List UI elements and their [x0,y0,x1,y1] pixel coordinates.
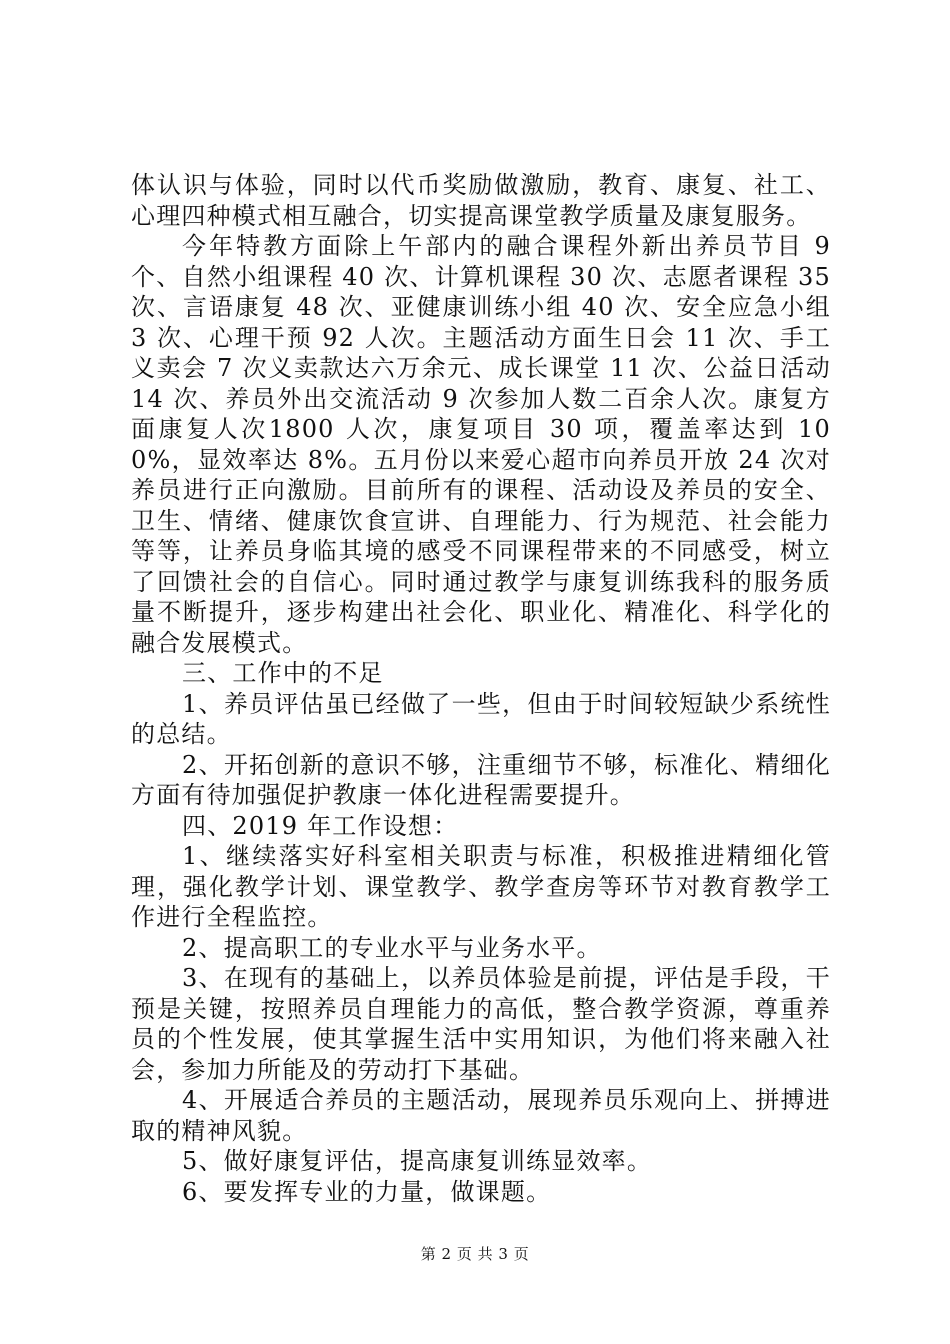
plan-item-6: 6、要发挥专业的力量，做课题。 [182,1177,552,1206]
shortcoming-item-1: 1、养员评估虽已经做了一些，但由于时间较短缺少系统性的总结。 [131,689,831,748]
plan-item-5: 5、做好康复评估，提高康复训练显效率。 [182,1147,653,1175]
paragraph-continuation: 体认识与体验，同时以代币奖励做激励，教育、康复、社工、心理四种模式相互融合，切实提高课堂教学质量及康复服务。 [131,171,831,230]
plan-item-1: 1、继续落实好科室相关职责与标准，积极推进精细化管理，强化教学计划、课堂教学、教学查房等环节对教育教学工作进行全程监控。 [131,842,831,931]
page-number-footer: 第 2 页 共 3 页 [420,1245,530,1263]
section-heading-2019-plan: 四、2019 年工作设想： [182,811,459,840]
plan-item-4: 4、开展适合养员的主题活动，展现养员乐观向上、拼搏进取的精神风貌。 [131,1086,831,1145]
paragraph-special-education-summary: 今年特教方面除上午部内的融合课程外新出养员节目 9 个、自然小组课程 40 次、计算机课程 30 次、志愿者课程 35 次、言语康复 48 次、亚健康训练小组 40 次、安全应急小组 3 次、心理干预 92 人次。主题活动方面生日会 11 次、手工义卖会 7 次义卖款达六万余元、成长课堂 11 次、公益日活动 14 次、养员外出交流活动 9 次参加人数二百余人次。康复方面康复人次1800 人次，康复项目 30 项，覆盖率达到 100%，显效率达 8%。五月份以来爱心超市向养员开放 24 次对养员进行正向激励。目前所有的课程、活动设及养员的安全、卫生、情绪、健康饮食宣讲、自理能力、行为规范、社会能力等等，让养员身临其境的感受不同课程带来的不同感受，树立了回馈社会的自信心。同时通过教学与康复训练我科的服务质量不断提升，逐步构建出社会化、职业化、精准化、科学化的融合发展模式。 [131,232,831,657]
document-body [131,170,831,1207]
section-heading-shortcomings: 三、工作中的不足 [182,659,384,687]
plan-item-3: 3、在现有的基础上，以养员体验是前提，评估是手段，干预是关键，按照养员自理能力的高低，整合教学资源，尊重养员的个性发展，使其掌握生活中实用知识，为他们将来融入社会，参加力所能及的劳动打下基础。 [131,964,831,1084]
shortcoming-item-2: 2、开拓创新的意识不够，注重细节不够，标准化、精细化方面有待加强促护教康一体化进程需要提升。 [131,750,831,809]
plan-item-2: 2、提高职工的专业水平与业务水平。 [182,933,602,962]
